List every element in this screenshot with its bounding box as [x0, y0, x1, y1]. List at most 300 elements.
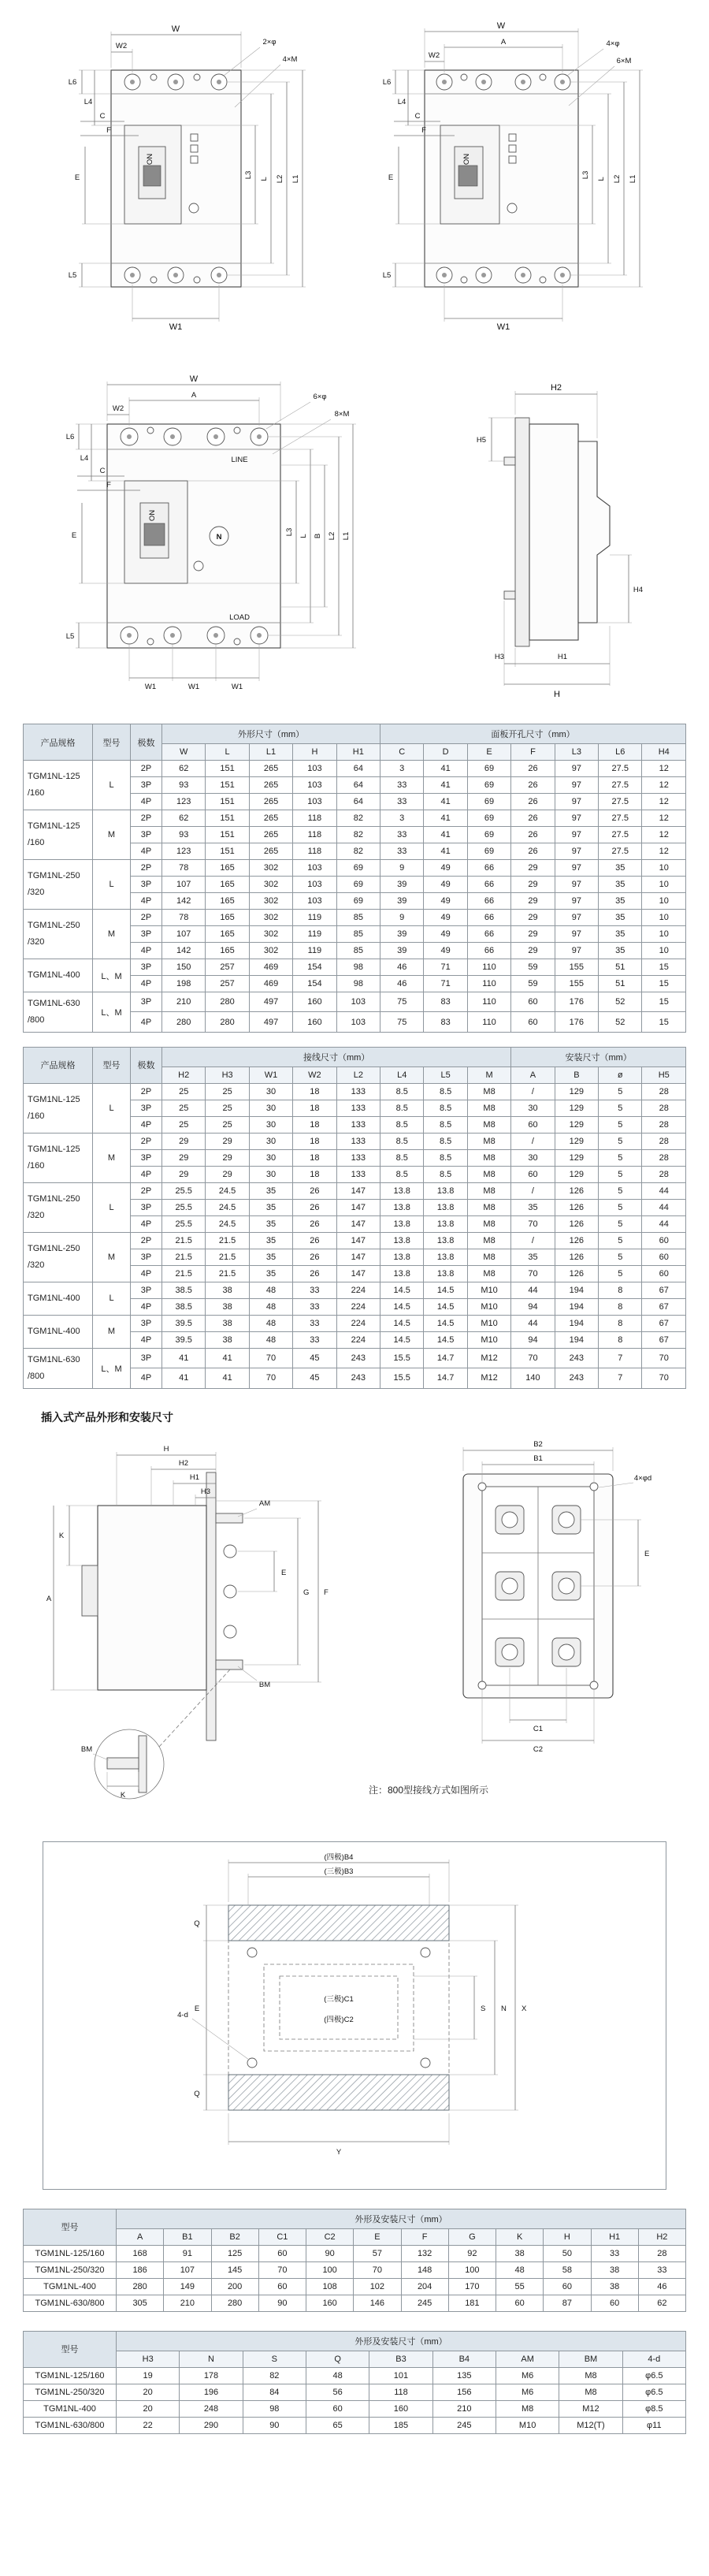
value-cell: 10: [642, 893, 686, 910]
value-cell: 71: [424, 959, 467, 976]
value-cell: 194: [555, 1298, 598, 1315]
value-cell: 133: [336, 1166, 380, 1182]
breaker-body: [111, 70, 241, 287]
column-header: W1: [249, 1067, 292, 1083]
value-cell: 41: [206, 1348, 249, 1368]
table-row: [24, 2278, 686, 2295]
breaker-body: [107, 424, 280, 648]
value-cell: 98: [336, 976, 380, 992]
value-cell: 119: [293, 910, 336, 926]
product-spec-cell: TGM1NL-250 /320: [24, 1232, 93, 1282]
header-row: [24, 2209, 686, 2228]
value-cell: 91: [164, 2245, 211, 2261]
value-cell: 33: [591, 2245, 638, 2261]
value-cell: M10: [496, 2417, 559, 2433]
value-cell: 82: [336, 843, 380, 860]
value-cell: 13.8: [424, 1215, 467, 1232]
column-header: H2: [638, 2228, 685, 2245]
value-cell: 83: [424, 992, 467, 1012]
value-cell: 243: [555, 1348, 598, 1368]
value-cell: 84: [243, 2384, 306, 2400]
value-cell: 41: [424, 777, 467, 794]
value-cell: 155: [555, 976, 598, 992]
value-cell: 41: [424, 761, 467, 777]
value-cell: 29: [206, 1149, 249, 1166]
value-cell: 97: [555, 761, 598, 777]
value-cell: 118: [293, 843, 336, 860]
table-header: [24, 1047, 686, 1083]
value-cell: 30: [511, 1100, 555, 1116]
value-cell: 12: [642, 810, 686, 827]
value-cell: 27.5: [599, 843, 642, 860]
value-cell: 65: [306, 2417, 369, 2433]
value-cell: 30: [511, 1149, 555, 1166]
value-cell: 14.5: [380, 1282, 424, 1298]
value-cell: 280: [206, 1012, 249, 1032]
value-cell: 14.7: [424, 1368, 467, 1388]
column-header-poles: 极数: [131, 1047, 162, 1083]
column-header-model: 型号: [93, 1047, 131, 1083]
poles-cell: 3P: [131, 992, 162, 1012]
value-cell: 151: [206, 777, 249, 794]
value-cell: 51: [599, 976, 642, 992]
value-cell: 19: [117, 2367, 180, 2384]
value-cell: 48: [249, 1298, 292, 1315]
load-label: LOAD: [229, 613, 250, 622]
column-header: H5: [642, 1067, 686, 1083]
value-cell: 15.5: [380, 1348, 424, 1368]
value-cell: 48: [249, 1331, 292, 1348]
value-cell: 156: [432, 2384, 496, 2400]
poles-cell: 3P: [131, 1199, 162, 1215]
value-cell: 39.5: [162, 1331, 206, 1348]
dim-h5: H5: [476, 436, 487, 445]
value-cell: 9: [380, 860, 424, 877]
value-cell: M8: [467, 1232, 510, 1249]
value-cell: 210: [432, 2400, 496, 2417]
value-cell: 66: [467, 893, 510, 910]
value-cell: 126: [555, 1249, 598, 1265]
product-spec-cell: TGM1NL-125 /160: [24, 810, 93, 860]
value-cell: 60: [642, 1265, 686, 1282]
dim-h3: H3: [494, 653, 505, 661]
dim-w: W: [189, 374, 199, 384]
value-cell: 185: [369, 2417, 432, 2433]
dim-l1: L1: [291, 174, 300, 184]
value-cell: 41: [424, 827, 467, 843]
value-cell: 69: [467, 843, 510, 860]
poles-cell: 3P: [131, 959, 162, 976]
value-cell: 8: [599, 1331, 642, 1348]
column-header: C1: [258, 2228, 306, 2245]
value-cell: M12: [559, 2400, 622, 2417]
value-cell: 245: [401, 2295, 448, 2311]
dim-l: L: [299, 534, 308, 538]
value-cell: 10: [642, 877, 686, 893]
table-row: [24, 2295, 686, 2311]
value-cell: 8.5: [380, 1100, 424, 1116]
value-cell: 27.5: [599, 761, 642, 777]
dim-b2: B2: [533, 1439, 543, 1449]
table-row: [24, 810, 686, 827]
value-cell: 8.5: [380, 1116, 424, 1133]
value-cell: 70: [354, 2261, 401, 2278]
value-cell: 302: [249, 943, 292, 959]
value-cell: 33: [293, 1282, 336, 1298]
value-cell: 129: [555, 1166, 598, 1182]
value-cell: 176: [555, 1012, 598, 1032]
value-cell: 142: [162, 893, 206, 910]
value-cell: 60: [642, 1249, 686, 1265]
column-header: B3: [369, 2351, 432, 2367]
value-cell: 69: [467, 777, 510, 794]
table-header: [24, 2331, 686, 2367]
value-cell: 5: [599, 1116, 642, 1133]
value-cell: 5: [599, 1133, 642, 1149]
value-cell: φ11: [622, 2417, 685, 2433]
dim-w: W: [171, 24, 180, 34]
value-cell: 26: [511, 794, 555, 810]
value-cell: 204: [401, 2278, 448, 2295]
dim-l3: L3: [285, 527, 294, 537]
value-cell: 70: [642, 1368, 686, 1388]
value-cell: 8.5: [380, 1149, 424, 1166]
column-header: F: [511, 744, 555, 761]
value-cell: 35: [599, 943, 642, 959]
value-cell: 49: [424, 943, 467, 959]
value-cell: 67: [642, 1282, 686, 1298]
value-cell: 35: [249, 1265, 292, 1282]
column-header: B: [555, 1067, 598, 1083]
value-cell: M8: [559, 2384, 622, 2400]
dim-c: C: [99, 467, 106, 475]
value-cell: 224: [336, 1282, 380, 1298]
dim-h2: H2: [178, 1458, 189, 1468]
value-cell: /: [511, 1182, 555, 1199]
value-cell: 147: [336, 1249, 380, 1265]
value-cell: 210: [162, 992, 206, 1012]
value-cell: 24.5: [206, 1215, 249, 1232]
callout-screws: 6×M: [616, 57, 632, 65]
value-cell: 58: [544, 2261, 591, 2278]
outline-drawings-row-1: [0, 11, 709, 350]
value-cell: 18: [293, 1166, 336, 1182]
table-row: [24, 1133, 686, 1149]
column-header: 4-d: [622, 2351, 685, 2367]
value-cell: 60: [258, 2245, 306, 2261]
value-cell: 28: [638, 2245, 685, 2261]
value-cell: 60: [511, 1012, 555, 1032]
dim-a: A: [191, 391, 197, 400]
value-cell: M8: [559, 2367, 622, 2384]
column-group-header: 面板开孔尺寸（mm）: [380, 724, 686, 744]
value-cell: 44: [642, 1199, 686, 1215]
value-cell: M8: [467, 1100, 510, 1116]
value-cell: 3: [380, 761, 424, 777]
value-cell: 39: [380, 877, 424, 893]
column-header: L6: [599, 744, 642, 761]
table-row: [24, 992, 686, 1012]
poles-cell: 3P: [131, 926, 162, 943]
value-cell: 265: [249, 827, 292, 843]
value-cell: 29: [511, 910, 555, 926]
model-cell: TGM1NL-630/800: [24, 2295, 117, 2311]
value-cell: 12: [642, 827, 686, 843]
value-cell: 135: [432, 2367, 496, 2384]
value-cell: φ6.5: [622, 2384, 685, 2400]
value-cell: 210: [164, 2295, 211, 2311]
model-cell: M: [93, 810, 131, 860]
value-cell: 280: [211, 2295, 258, 2311]
value-cell: 142: [162, 943, 206, 959]
value-cell: 94: [511, 1298, 555, 1315]
dim-c1: C1: [533, 1724, 544, 1733]
value-cell: 49: [424, 877, 467, 893]
callout-screws: 4×M: [282, 55, 298, 64]
value-cell: 302: [249, 860, 292, 877]
value-cell: 25.5: [162, 1215, 206, 1232]
value-cell: 60: [306, 2400, 369, 2417]
table-row: [24, 1315, 686, 1331]
column-header: AM: [496, 2351, 559, 2367]
value-cell: 22: [117, 2417, 180, 2433]
value-cell: 56: [306, 2384, 369, 2400]
value-cell: 245: [432, 2417, 496, 2433]
value-cell: 97: [555, 810, 598, 827]
table-row: [24, 1348, 686, 1368]
value-cell: 30: [249, 1149, 292, 1166]
callout-holes: 4×φ: [606, 39, 620, 48]
value-cell: 26: [293, 1199, 336, 1215]
insert-side-drawing: [41, 1433, 356, 1811]
value-cell: 25: [206, 1116, 249, 1133]
dim-s: S: [481, 2004, 486, 2013]
product-spec-cell: TGM1NL-250 /320: [24, 910, 93, 959]
column-header-model: 型号: [24, 2331, 117, 2367]
value-cell: 55: [496, 2278, 544, 2295]
cutout-c2-label: (四极)C2: [324, 2015, 354, 2024]
value-cell: φ6.5: [622, 2367, 685, 2384]
value-cell: 60: [258, 2278, 306, 2295]
value-cell: 151: [206, 761, 249, 777]
model-cell: TGM1NL-125/160: [24, 2245, 117, 2261]
value-cell: 59: [511, 976, 555, 992]
value-cell: M8: [496, 2400, 559, 2417]
table-row: [24, 1182, 686, 1199]
value-cell: 10: [642, 926, 686, 943]
value-cell: 41: [206, 1368, 249, 1388]
poles-cell: 4P: [131, 794, 162, 810]
dim-n: N: [501, 2004, 507, 2013]
poles-cell: 4P: [131, 1368, 162, 1388]
value-cell: 78: [162, 860, 206, 877]
value-cell: 8.5: [380, 1166, 424, 1182]
value-cell: 103: [293, 893, 336, 910]
value-cell: M12(T): [559, 2417, 622, 2433]
model-cell: L、M: [93, 992, 131, 1033]
value-cell: 38: [496, 2245, 544, 2261]
table-row: [24, 860, 686, 877]
value-cell: 97: [555, 777, 598, 794]
value-cell: M8: [467, 1116, 510, 1133]
value-cell: 165: [206, 943, 249, 959]
product-spec-cell: TGM1NL-400: [24, 1282, 93, 1315]
poles-cell: 3P: [131, 827, 162, 843]
dim-l4: L4: [84, 98, 93, 106]
poles-cell: 2P: [131, 1083, 162, 1100]
value-cell: 28: [642, 1083, 686, 1100]
value-cell: 154: [293, 959, 336, 976]
poles-cell: 3P: [131, 1348, 162, 1368]
insert-profile: [82, 1472, 243, 1740]
value-cell: 165: [206, 910, 249, 926]
value-cell: 194: [555, 1331, 598, 1348]
poles-cell: 4P: [131, 1166, 162, 1182]
column-header: L1: [249, 744, 292, 761]
value-cell: 29: [511, 877, 555, 893]
value-cell: 26: [293, 1265, 336, 1282]
model-cell: M: [93, 1133, 131, 1182]
model-cell: TGM1NL-125/160: [24, 2367, 117, 2384]
value-cell: 98: [336, 959, 380, 976]
value-cell: 151: [206, 794, 249, 810]
value-cell: 126: [555, 1232, 598, 1249]
value-cell: 15: [642, 976, 686, 992]
product-spec-cell: TGM1NL-250 /320: [24, 860, 93, 910]
table-header: [24, 2209, 686, 2245]
value-cell: 29: [162, 1166, 206, 1182]
value-cell: 155: [555, 959, 598, 976]
value-cell: 14.5: [424, 1298, 467, 1315]
dim-l4: L4: [397, 98, 406, 106]
value-cell: /: [511, 1133, 555, 1149]
model-cell: M: [93, 1315, 131, 1348]
value-cell: 118: [369, 2384, 432, 2400]
value-cell: 60: [511, 1166, 555, 1182]
value-cell: 160: [293, 1012, 336, 1032]
table-row: [24, 910, 686, 926]
value-cell: 35: [599, 860, 642, 877]
value-cell: 15: [642, 992, 686, 1012]
line-label: LINE: [231, 456, 248, 464]
value-cell: 5: [599, 1182, 642, 1199]
value-cell: 24.5: [206, 1199, 249, 1215]
value-cell: 60: [511, 1116, 555, 1133]
value-cell: 15.5: [380, 1368, 424, 1388]
value-cell: 257: [206, 959, 249, 976]
value-cell: 101: [369, 2367, 432, 2384]
value-cell: 30: [249, 1133, 292, 1149]
dim-b3: (三极)B3: [324, 1867, 354, 1876]
column-header: N: [180, 2351, 243, 2367]
value-cell: 8.5: [380, 1133, 424, 1149]
model-cell: M: [93, 910, 131, 959]
dim-l6: L6: [65, 433, 75, 441]
value-cell: 129: [555, 1116, 598, 1133]
dim-h1: H1: [557, 653, 568, 661]
value-cell: 13.8: [380, 1232, 424, 1249]
value-cell: 70: [511, 1265, 555, 1282]
value-cell: 69: [467, 761, 510, 777]
dim-l: L: [597, 177, 606, 181]
value-cell: 14.5: [380, 1331, 424, 1348]
table-row: [24, 2245, 686, 2261]
value-cell: 69: [467, 810, 510, 827]
value-cell: 103: [293, 777, 336, 794]
value-cell: 14.5: [424, 1282, 467, 1298]
value-cell: 100: [448, 2261, 496, 2278]
dim-x: X: [522, 2004, 527, 2013]
header-row: [24, 1047, 686, 1067]
value-cell: 133: [336, 1116, 380, 1133]
value-cell: M6: [496, 2384, 559, 2400]
value-cell: 44: [511, 1315, 555, 1331]
value-cell: 25: [162, 1083, 206, 1100]
value-cell: 83: [424, 1012, 467, 1032]
dim-e: E: [71, 531, 77, 540]
value-cell: 168: [117, 2245, 164, 2261]
value-cell: 26: [293, 1232, 336, 1249]
cutout-c1-label: (三极)C1: [324, 1994, 354, 2004]
model-cell: L: [93, 1282, 131, 1315]
value-cell: 97: [555, 926, 598, 943]
dim-h: H: [554, 690, 560, 699]
value-cell: 98: [243, 2400, 306, 2417]
value-cell: 48: [249, 1315, 292, 1331]
drawing-side-view: [436, 363, 673, 709]
value-cell: 5: [599, 1215, 642, 1232]
value-cell: 25: [206, 1083, 249, 1100]
value-cell: 8: [599, 1315, 642, 1331]
dim-e: E: [388, 173, 394, 182]
value-cell: 129: [555, 1133, 598, 1149]
drawing-front-3p: [36, 11, 351, 350]
dim-h4: H4: [633, 586, 644, 594]
column-header: A: [117, 2228, 164, 2245]
value-cell: 27.5: [599, 827, 642, 843]
dim-l2: L2: [613, 174, 622, 184]
value-cell: 7: [599, 1348, 642, 1368]
value-cell: 67: [642, 1298, 686, 1315]
value-cell: M8: [467, 1149, 510, 1166]
value-cell: 71: [424, 976, 467, 992]
value-cell: 5: [599, 1265, 642, 1282]
value-cell: 20: [117, 2400, 180, 2417]
dim-f: F: [324, 1588, 329, 1597]
value-cell: 44: [511, 1282, 555, 1298]
poles-cell: 3P: [131, 1315, 162, 1331]
poles-cell: 2P: [131, 1232, 162, 1249]
value-cell: 18: [293, 1116, 336, 1133]
panel-cutout-drawing: [134, 1850, 575, 2181]
value-cell: 69: [336, 877, 380, 893]
value-cell: 66: [467, 877, 510, 893]
value-cell: 26: [293, 1182, 336, 1199]
column-header: G: [448, 2228, 496, 2245]
value-cell: 41: [424, 843, 467, 860]
value-cell: 70: [511, 1215, 555, 1232]
value-cell: 26: [511, 843, 555, 860]
column-header: B1: [164, 2228, 211, 2245]
value-cell: 60: [544, 2278, 591, 2295]
value-cell: 60: [496, 2295, 544, 2311]
insert-drawings-row: [0, 1433, 709, 1827]
value-cell: 30: [249, 1083, 292, 1100]
value-cell: 70: [511, 1348, 555, 1368]
value-cell: 90: [258, 2295, 306, 2311]
column-header: E: [354, 2228, 401, 2245]
value-cell: M10: [467, 1331, 510, 1348]
